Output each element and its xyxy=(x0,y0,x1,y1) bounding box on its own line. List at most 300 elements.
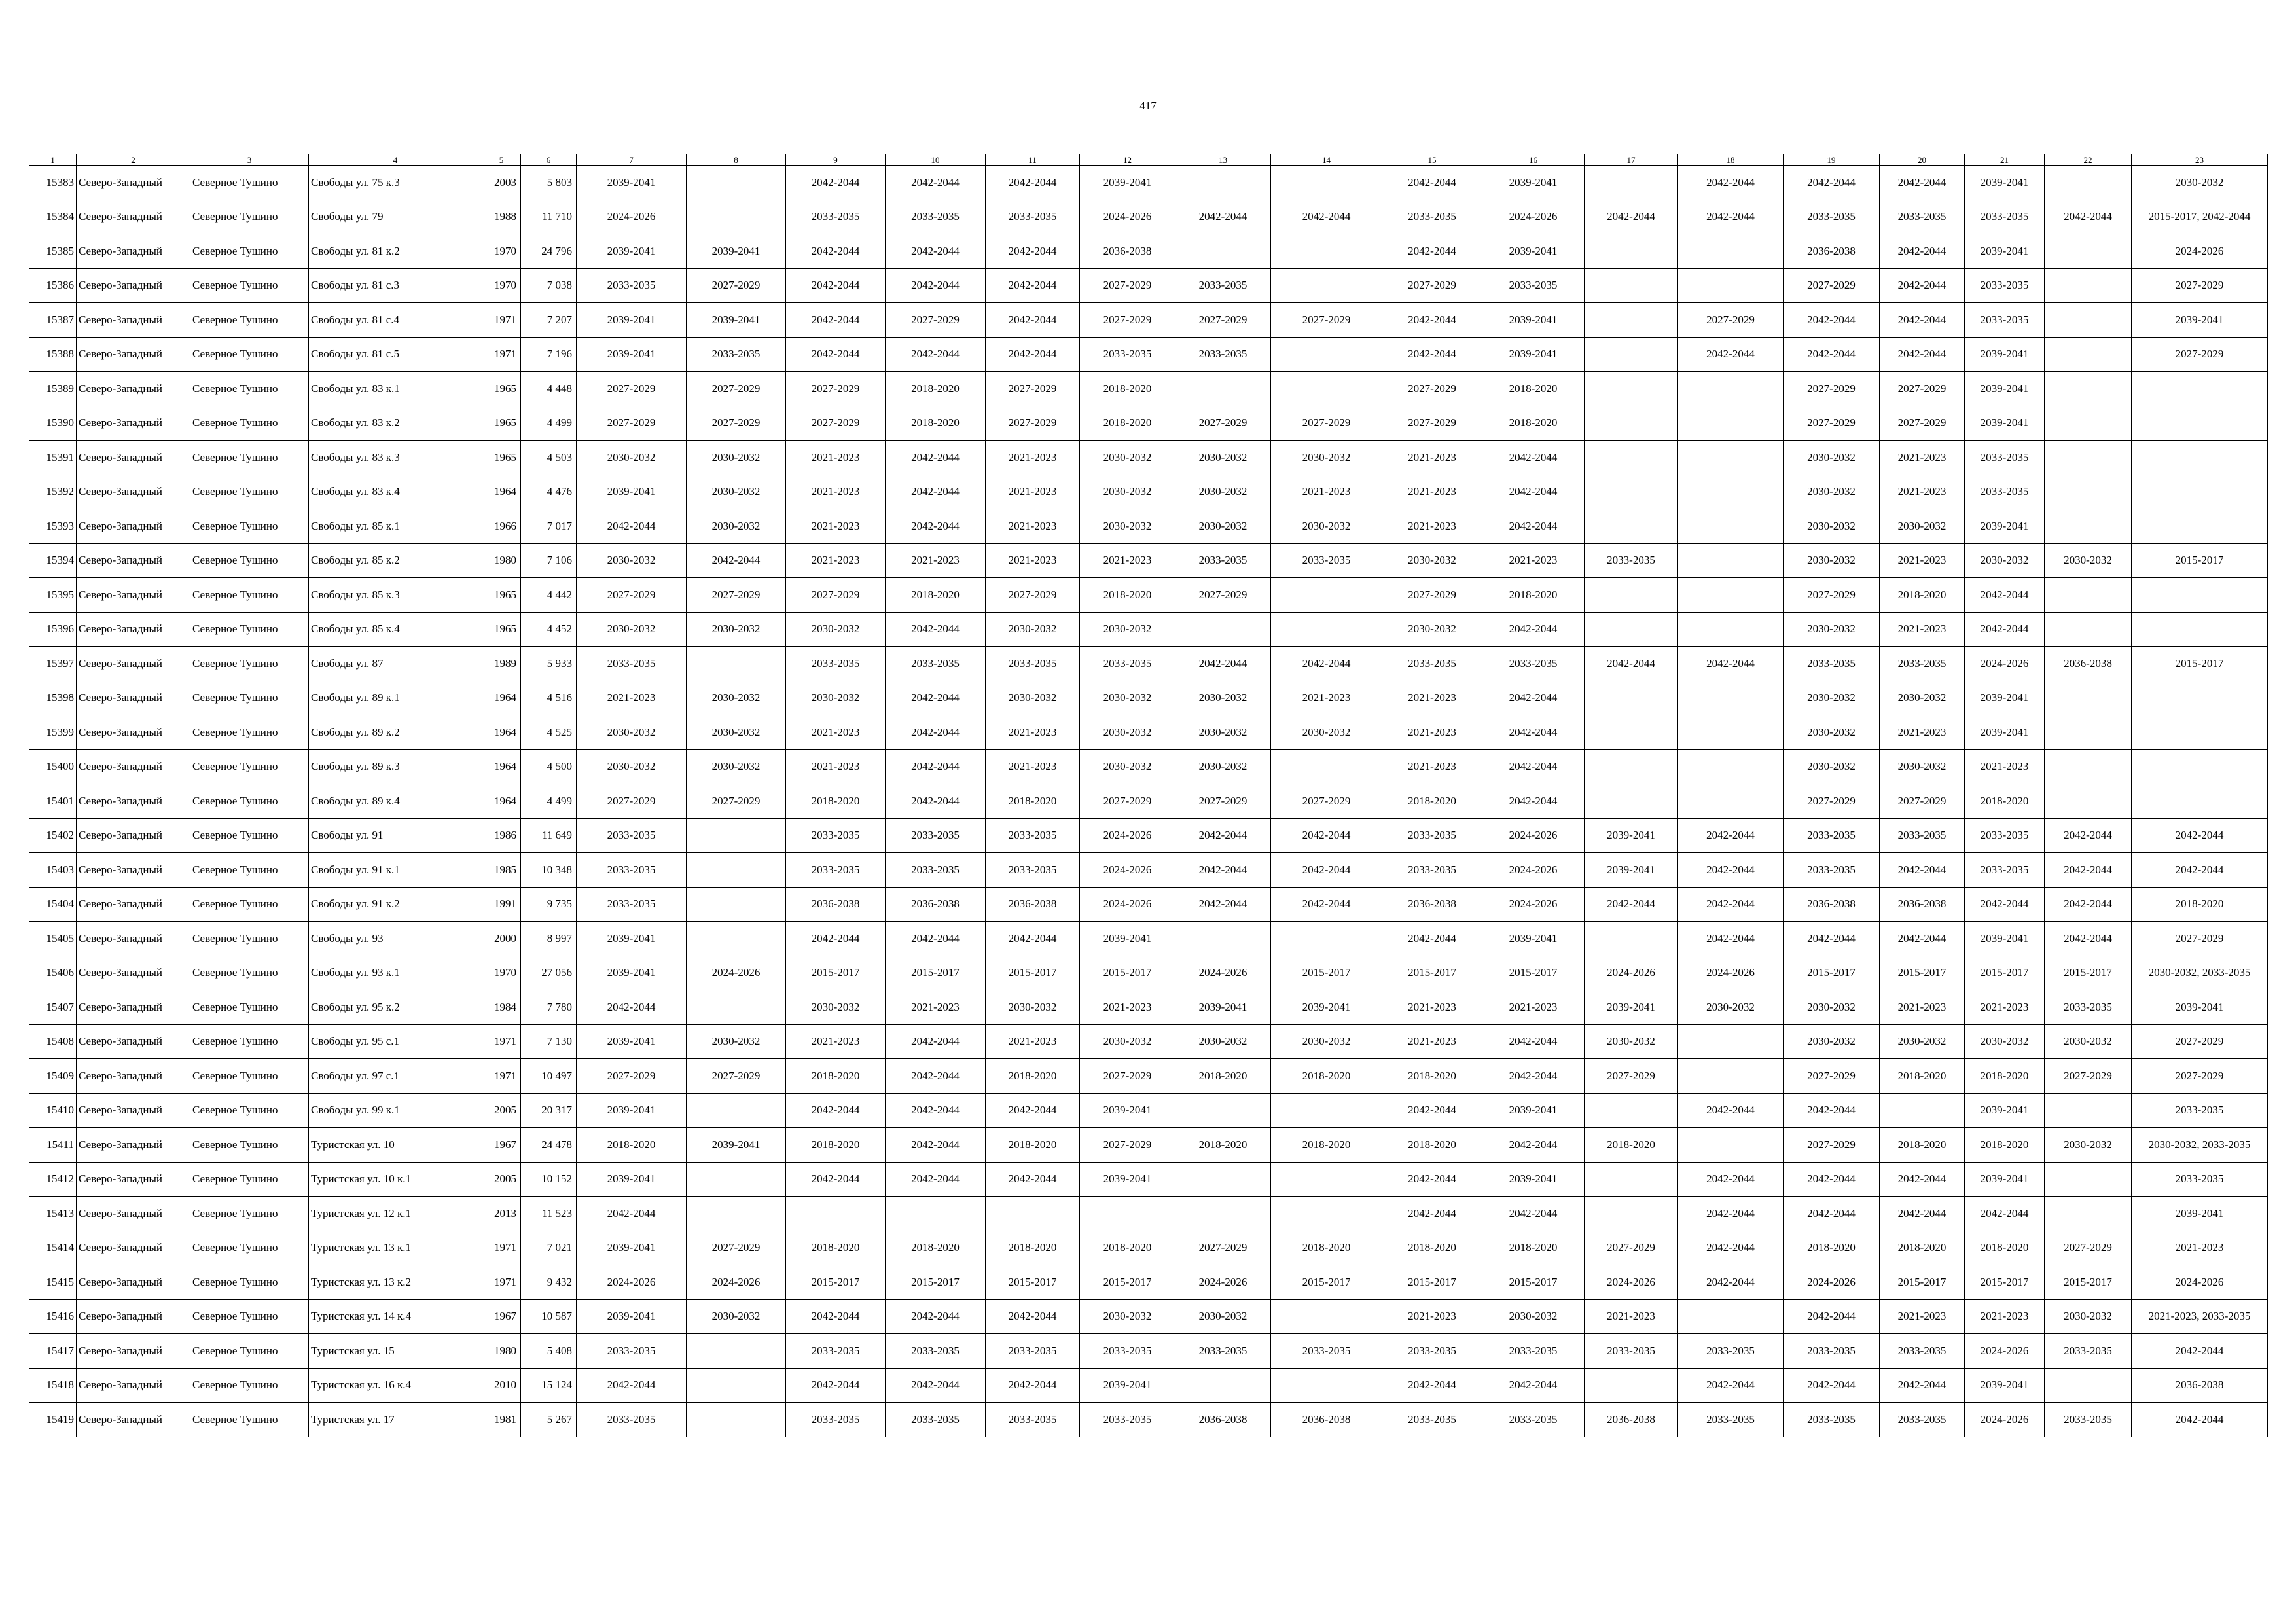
table-cell-col-15: 2015-2017 xyxy=(1382,1265,1482,1300)
table-cell-col-8: 2030-2032 xyxy=(687,475,786,509)
table-row xyxy=(29,1334,2268,1369)
table-cell-col-8: 2039-2041 xyxy=(687,234,786,269)
table-cell-col-4: Свободы ул. 85 к.1 xyxy=(309,509,482,544)
table-row xyxy=(29,1128,2268,1163)
table-cell-col-18: 2042-2044 xyxy=(1678,1093,1784,1128)
table-cell-col-8: 2024-2026 xyxy=(687,956,786,990)
table-cell-col-2: Северо-Западный xyxy=(77,1334,190,1369)
table-cell-col-1: 15392 xyxy=(29,475,77,509)
table-cell-col-23 xyxy=(2132,372,2268,406)
table-cell-col-4: Свободы ул. 83 к.4 xyxy=(309,475,482,509)
table-cell-col-6: 5 267 xyxy=(521,1403,577,1437)
table-cell-col-15: 2042-2044 xyxy=(1382,303,1482,338)
table-cell-col-15: 2036-2038 xyxy=(1382,887,1482,922)
table-cell-col-13 xyxy=(1175,922,1271,956)
table-cell-col-17 xyxy=(1585,784,1678,819)
table-cell-col-8: 2030-2032 xyxy=(687,1024,786,1059)
table-cell-col-12: 2018-2020 xyxy=(1080,406,1175,441)
table-cell-col-18 xyxy=(1678,1128,1784,1163)
table-cell-col-20: 2030-2032 xyxy=(1880,1024,1965,1059)
table-cell-col-21: 2018-2020 xyxy=(1965,784,2045,819)
table-cell-col-7: 2027-2029 xyxy=(577,372,687,406)
table-cell-col-11: 2042-2044 xyxy=(986,1162,1080,1197)
table-cell-col-2: Северо-Западный xyxy=(77,749,190,784)
table-cell-col-22: 2036-2038 xyxy=(2045,647,2132,681)
table-cell-col-9: 2027-2029 xyxy=(786,372,886,406)
table-cell-col-10: 2042-2044 xyxy=(886,1368,986,1403)
table-cell-col-21: 2021-2023 xyxy=(1965,1299,2045,1334)
register-table xyxy=(29,154,2268,1437)
table-row xyxy=(29,1059,2268,1094)
table-cell-col-14 xyxy=(1271,166,1382,200)
table-cell-col-17: 2018-2020 xyxy=(1585,1128,1678,1163)
table-cell-col-17 xyxy=(1585,715,1678,750)
table-cell-col-3: Северное Тушино xyxy=(190,1265,309,1300)
column-number-21: 21 xyxy=(1965,154,2045,166)
table-cell-col-9: 2033-2035 xyxy=(786,1403,886,1437)
table-cell-col-22 xyxy=(2045,509,2132,544)
table-cell-col-22 xyxy=(2045,1162,2132,1197)
table-cell-col-3: Северное Тушино xyxy=(190,956,309,990)
table-cell-col-20: 2027-2029 xyxy=(1880,372,1965,406)
table-cell-col-18 xyxy=(1678,1059,1784,1094)
table-cell-col-13: 2033-2035 xyxy=(1175,1334,1271,1369)
table-cell-col-18 xyxy=(1678,784,1784,819)
table-cell-col-16: 2033-2035 xyxy=(1482,1334,1585,1369)
column-number-15: 15 xyxy=(1382,154,1482,166)
table-cell-col-1: 15384 xyxy=(29,200,77,234)
column-number-10: 10 xyxy=(886,154,986,166)
table-cell-col-17: 2039-2041 xyxy=(1585,990,1678,1025)
table-cell-col-4: Свободы ул. 85 к.2 xyxy=(309,543,482,578)
table-cell-col-9: 2021-2023 xyxy=(786,715,886,750)
table-cell-col-18: 2042-2044 xyxy=(1678,818,1784,853)
table-cell-col-13: 2042-2044 xyxy=(1175,647,1271,681)
table-cell-col-21: 2033-2035 xyxy=(1965,853,2045,888)
table-cell-col-19: 2033-2035 xyxy=(1784,647,1880,681)
table-cell-col-9: 2027-2029 xyxy=(786,406,886,441)
column-number-row xyxy=(29,154,2268,166)
table-cell-col-9: 2036-2038 xyxy=(786,887,886,922)
table-cell-col-17 xyxy=(1585,1197,1678,1231)
table-cell-col-9: 2021-2023 xyxy=(786,1024,886,1059)
table-cell-col-19: 2027-2029 xyxy=(1784,1059,1880,1094)
table-cell-col-2: Северо-Западный xyxy=(77,1403,190,1437)
table-cell-col-22: 2027-2029 xyxy=(2045,1231,2132,1265)
table-cell-col-15: 2042-2044 xyxy=(1382,1197,1482,1231)
table-cell-col-18 xyxy=(1678,406,1784,441)
table-cell-col-19: 2030-2032 xyxy=(1784,681,1880,715)
table-cell-col-5: 2010 xyxy=(482,1368,521,1403)
table-cell-col-15: 2033-2035 xyxy=(1382,647,1482,681)
table-cell-col-21: 2015-2017 xyxy=(1965,1265,2045,1300)
table-row xyxy=(29,509,2268,544)
table-cell-col-15: 2030-2032 xyxy=(1382,612,1482,647)
table-cell-col-3: Северное Тушино xyxy=(190,1231,309,1265)
table-cell-col-15: 2021-2023 xyxy=(1382,990,1482,1025)
table-cell-col-7: 2027-2029 xyxy=(577,578,687,613)
table-cell-col-15: 2027-2029 xyxy=(1382,268,1482,303)
table-cell-col-13: 2039-2041 xyxy=(1175,990,1271,1025)
table-cell-col-10: 2042-2044 xyxy=(886,749,986,784)
table-cell-col-10: 2015-2017 xyxy=(886,956,986,990)
table-cell-col-21: 2033-2035 xyxy=(1965,441,2045,475)
table-row xyxy=(29,1231,2268,1265)
table-cell-col-16: 2039-2041 xyxy=(1482,1162,1585,1197)
table-cell-col-11: 2021-2023 xyxy=(986,715,1080,750)
table-cell-col-14 xyxy=(1271,268,1382,303)
table-cell-col-17: 2042-2044 xyxy=(1585,200,1678,234)
table-cell-col-8: 2030-2032 xyxy=(687,509,786,544)
table-cell-col-10: 2021-2023 xyxy=(886,990,986,1025)
table-cell-col-11: 2042-2044 xyxy=(986,1368,1080,1403)
table-cell-col-17: 2042-2044 xyxy=(1585,887,1678,922)
table-cell-col-17 xyxy=(1585,441,1678,475)
table-cell-col-12: 2018-2020 xyxy=(1080,578,1175,613)
table-cell-col-21: 2030-2032 xyxy=(1965,1024,2045,1059)
table-cell-col-20: 2030-2032 xyxy=(1880,749,1965,784)
table-cell-col-2: Северо-Западный xyxy=(77,612,190,647)
table-cell-col-19: 2042-2044 xyxy=(1784,166,1880,200)
table-cell-col-18 xyxy=(1678,749,1784,784)
table-cell-col-13 xyxy=(1175,612,1271,647)
table-cell-col-5: 1970 xyxy=(482,956,521,990)
table-cell-col-4: Туристская ул. 13 к.2 xyxy=(309,1265,482,1300)
table-cell-col-9: 2042-2044 xyxy=(786,166,886,200)
table-cell-col-16: 2042-2044 xyxy=(1482,612,1585,647)
table-cell-col-11: 2042-2044 xyxy=(986,1299,1080,1334)
table-cell-col-13: 2042-2044 xyxy=(1175,200,1271,234)
table-cell-col-12: 2018-2020 xyxy=(1080,1231,1175,1265)
table-cell-col-5: 1989 xyxy=(482,647,521,681)
table-cell-col-6: 7 038 xyxy=(521,268,577,303)
table-cell-col-6: 7 196 xyxy=(521,337,577,372)
table-cell-col-10: 2042-2044 xyxy=(886,1024,986,1059)
table-cell-col-20: 2030-2032 xyxy=(1880,509,1965,544)
table-cell-col-2: Северо-Западный xyxy=(77,509,190,544)
table-cell-col-15: 2021-2023 xyxy=(1382,1299,1482,1334)
table-cell-col-21: 2039-2041 xyxy=(1965,681,2045,715)
table-cell-col-21: 2039-2041 xyxy=(1965,715,2045,750)
table-cell-col-12: 2030-2032 xyxy=(1080,715,1175,750)
table-cell-col-1: 15399 xyxy=(29,715,77,750)
table-cell-col-13: 2030-2032 xyxy=(1175,715,1271,750)
table-cell-col-22 xyxy=(2045,406,2132,441)
table-cell-col-7: 2030-2032 xyxy=(577,612,687,647)
table-cell-col-13: 2030-2032 xyxy=(1175,681,1271,715)
table-cell-col-9: 2042-2044 xyxy=(786,303,886,338)
column-number-4: 4 xyxy=(309,154,482,166)
table-cell-col-7: 2030-2032 xyxy=(577,715,687,750)
table-cell-col-18: 2030-2032 xyxy=(1678,990,1784,1025)
table-cell-col-16: 2042-2044 xyxy=(1482,681,1585,715)
table-cell-col-22 xyxy=(2045,372,2132,406)
table-cell-col-9: 2015-2017 xyxy=(786,1265,886,1300)
table-cell-col-16: 2039-2041 xyxy=(1482,337,1585,372)
table-cell-col-5: 1964 xyxy=(482,475,521,509)
table-row xyxy=(29,475,2268,509)
table-cell-col-7: 2033-2035 xyxy=(577,818,687,853)
table-cell-col-4: Свободы ул. 93 xyxy=(309,922,482,956)
table-cell-col-2: Северо-Западный xyxy=(77,1368,190,1403)
table-cell-col-2: Северо-Западный xyxy=(77,681,190,715)
table-cell-col-20: 2042-2044 xyxy=(1880,268,1965,303)
table-cell-col-3: Северное Тушино xyxy=(190,543,309,578)
table-cell-col-20: 2021-2023 xyxy=(1880,441,1965,475)
column-number-12: 12 xyxy=(1080,154,1175,166)
table-cell-col-10: 2033-2035 xyxy=(886,647,986,681)
table-row xyxy=(29,715,2268,750)
table-cell-col-11: 2036-2038 xyxy=(986,887,1080,922)
table-cell-col-3: Северное Тушино xyxy=(190,441,309,475)
table-cell-col-18 xyxy=(1678,509,1784,544)
table-row xyxy=(29,1197,2268,1231)
table-cell-col-21: 2039-2041 xyxy=(1965,372,2045,406)
table-cell-col-17: 2033-2035 xyxy=(1585,1334,1678,1369)
table-cell-col-6: 9 432 xyxy=(521,1265,577,1300)
table-cell-col-3: Северное Тушино xyxy=(190,1128,309,1163)
table-cell-col-5: 1971 xyxy=(482,1231,521,1265)
table-row xyxy=(29,372,2268,406)
table-cell-col-15: 2033-2035 xyxy=(1382,1403,1482,1437)
table-cell-col-12: 2015-2017 xyxy=(1080,956,1175,990)
table-cell-col-13: 2042-2044 xyxy=(1175,887,1271,922)
table-cell-col-15: 2027-2029 xyxy=(1382,578,1482,613)
table-cell-col-8: 2030-2032 xyxy=(687,749,786,784)
table-cell-col-23 xyxy=(2132,509,2268,544)
table-cell-col-5: 1980 xyxy=(482,543,521,578)
table-cell-col-3: Северное Тушино xyxy=(190,853,309,888)
table-cell-col-5: 1981 xyxy=(482,1403,521,1437)
table-cell-col-19: 2027-2029 xyxy=(1784,784,1880,819)
table-cell-col-11: 2042-2044 xyxy=(986,166,1080,200)
table-cell-col-2: Северо-Западный xyxy=(77,1265,190,1300)
table-cell-col-8: 2030-2032 xyxy=(687,1299,786,1334)
table-cell-col-8 xyxy=(687,853,786,888)
table-cell-col-22: 2042-2044 xyxy=(2045,818,2132,853)
table-cell-col-10: 2018-2020 xyxy=(886,1231,986,1265)
table-cell-col-21: 2033-2035 xyxy=(1965,303,2045,338)
table-cell-col-7: 2033-2035 xyxy=(577,853,687,888)
table-cell-col-12: 2036-2038 xyxy=(1080,234,1175,269)
table-cell-col-19: 2027-2029 xyxy=(1784,268,1880,303)
table-cell-col-8: 2039-2041 xyxy=(687,303,786,338)
table-cell-col-19: 2030-2032 xyxy=(1784,612,1880,647)
table-cell-col-20: 2042-2044 xyxy=(1880,1197,1965,1231)
table-cell-col-22 xyxy=(2045,234,2132,269)
table-cell-col-12: 2015-2017 xyxy=(1080,1265,1175,1300)
table-cell-col-3: Северное Тушино xyxy=(190,372,309,406)
table-cell-col-9: 2030-2032 xyxy=(786,612,886,647)
table-cell-col-16: 2042-2044 xyxy=(1482,1368,1585,1403)
table-cell-col-16: 2039-2041 xyxy=(1482,922,1585,956)
table-cell-col-15: 2018-2020 xyxy=(1382,1059,1482,1094)
table-cell-col-7: 2024-2026 xyxy=(577,200,687,234)
table-cell-col-15: 2033-2035 xyxy=(1382,818,1482,853)
table-cell-col-21: 2024-2026 xyxy=(1965,1403,2045,1437)
table-cell-col-5: 1964 xyxy=(482,749,521,784)
table-cell-col-19: 2030-2032 xyxy=(1784,990,1880,1025)
table-cell-col-12: 2024-2026 xyxy=(1080,200,1175,234)
table-cell-col-5: 1970 xyxy=(482,268,521,303)
table-cell-col-13: 2033-2035 xyxy=(1175,337,1271,372)
table-cell-col-4: Свободы ул. 75 к.3 xyxy=(309,166,482,200)
table-cell-col-13: 2027-2029 xyxy=(1175,784,1271,819)
table-cell-col-8: 2033-2035 xyxy=(687,337,786,372)
table-cell-col-9: 2021-2023 xyxy=(786,441,886,475)
table-cell-col-7: 2039-2041 xyxy=(577,1231,687,1265)
table-cell-col-23 xyxy=(2132,715,2268,750)
table-cell-col-3: Северное Тушино xyxy=(190,509,309,544)
table-cell-col-11: 2018-2020 xyxy=(986,784,1080,819)
column-number-5: 5 xyxy=(482,154,521,166)
table-row xyxy=(29,234,2268,269)
table-cell-col-6: 4 503 xyxy=(521,441,577,475)
table-cell-col-22: 2030-2032 xyxy=(2045,543,2132,578)
table-cell-col-12: 2033-2035 xyxy=(1080,337,1175,372)
table-cell-col-14: 2036-2038 xyxy=(1271,1403,1382,1437)
table-cell-col-8: 2027-2029 xyxy=(687,1231,786,1265)
table-cell-col-23: 2030-2032 xyxy=(2132,166,2268,200)
table-cell-col-16: 2018-2020 xyxy=(1482,1231,1585,1265)
table-cell-col-11: 2021-2023 xyxy=(986,441,1080,475)
table-cell-col-15: 2042-2044 xyxy=(1382,1162,1482,1197)
table-cell-col-18: 2042-2044 xyxy=(1678,200,1784,234)
table-cell-col-7: 2027-2029 xyxy=(577,1059,687,1094)
table-cell-col-18 xyxy=(1678,612,1784,647)
table-cell-col-21: 2039-2041 xyxy=(1965,922,2045,956)
table-cell-col-19: 2027-2029 xyxy=(1784,1128,1880,1163)
table-cell-col-10: 2033-2035 xyxy=(886,1403,986,1437)
table-cell-col-17: 2021-2023 xyxy=(1585,1299,1678,1334)
table-cell-col-23 xyxy=(2132,406,2268,441)
table-cell-col-20: 2033-2035 xyxy=(1880,647,1965,681)
table-cell-col-18: 2042-2044 xyxy=(1678,1368,1784,1403)
table-cell-col-17: 2033-2035 xyxy=(1585,543,1678,578)
table-cell-col-18 xyxy=(1678,1024,1784,1059)
table-cell-col-16: 2042-2044 xyxy=(1482,1059,1585,1094)
table-cell-col-21: 2039-2041 xyxy=(1965,337,2045,372)
table-cell-col-10: 2042-2044 xyxy=(886,166,986,200)
table-cell-col-14: 2030-2032 xyxy=(1271,509,1382,544)
table-cell-col-2: Северо-Западный xyxy=(77,303,190,338)
table-cell-col-12: 2027-2029 xyxy=(1080,268,1175,303)
table-cell-col-4: Свободы ул. 95 с.1 xyxy=(309,1024,482,1059)
table-cell-col-15: 2018-2020 xyxy=(1382,1231,1482,1265)
table-cell-col-16: 2042-2044 xyxy=(1482,1128,1585,1163)
table-cell-col-20 xyxy=(1880,1093,1965,1128)
table-cell-col-2: Северо-Западный xyxy=(77,337,190,372)
table-cell-col-14: 2030-2032 xyxy=(1271,1024,1382,1059)
table-cell-col-5: 2013 xyxy=(482,1197,521,1231)
table-cell-col-7: 2033-2035 xyxy=(577,1403,687,1437)
table-cell-col-2: Северо-Западный xyxy=(77,1197,190,1231)
table-cell-col-14 xyxy=(1271,337,1382,372)
table-cell-col-5: 1966 xyxy=(482,509,521,544)
table-row xyxy=(29,1299,2268,1334)
table-cell-col-22 xyxy=(2045,715,2132,750)
table-cell-col-1: 15387 xyxy=(29,303,77,338)
table-cell-col-22 xyxy=(2045,166,2132,200)
table-cell-col-20: 2015-2017 xyxy=(1880,956,1965,990)
table-cell-col-16: 2018-2020 xyxy=(1482,406,1585,441)
table-cell-col-20: 2018-2020 xyxy=(1880,578,1965,613)
table-cell-col-15: 2021-2023 xyxy=(1382,681,1482,715)
table-cell-col-14: 2039-2041 xyxy=(1271,990,1382,1025)
table-cell-col-22 xyxy=(2045,1093,2132,1128)
table-cell-col-5: 2000 xyxy=(482,922,521,956)
table-cell-col-7: 2039-2041 xyxy=(577,956,687,990)
table-cell-col-1: 15403 xyxy=(29,853,77,888)
table-cell-col-4: Свободы ул. 91 к.2 xyxy=(309,887,482,922)
table-cell-col-9: 2042-2044 xyxy=(786,234,886,269)
table-cell-col-15: 2042-2044 xyxy=(1382,337,1482,372)
table-cell-col-6: 4 476 xyxy=(521,475,577,509)
table-cell-col-20: 2042-2044 xyxy=(1880,1162,1965,1197)
table-row xyxy=(29,681,2268,715)
table-cell-col-5: 1970 xyxy=(482,234,521,269)
table-cell-col-12: 2027-2029 xyxy=(1080,1059,1175,1094)
table-cell-col-9: 2042-2044 xyxy=(786,268,886,303)
table-cell-col-9: 2042-2044 xyxy=(786,1162,886,1197)
table-cell-col-13: 2042-2044 xyxy=(1175,818,1271,853)
table-cell-col-23 xyxy=(2132,784,2268,819)
table-cell-col-7: 2039-2041 xyxy=(577,1162,687,1197)
table-cell-col-13: 2030-2032 xyxy=(1175,441,1271,475)
table-cell-col-21: 2015-2017 xyxy=(1965,956,2045,990)
table-cell-col-6: 10 587 xyxy=(521,1299,577,1334)
table-row xyxy=(29,337,2268,372)
table-cell-col-19: 2030-2032 xyxy=(1784,749,1880,784)
table-cell-col-15: 2027-2029 xyxy=(1382,372,1482,406)
table-cell-col-6: 5 803 xyxy=(521,166,577,200)
table-cell-col-6: 4 452 xyxy=(521,612,577,647)
table-cell-col-10: 2015-2017 xyxy=(886,1265,986,1300)
table-cell-col-20: 2015-2017 xyxy=(1880,1265,1965,1300)
table-cell-col-6: 24 478 xyxy=(521,1128,577,1163)
table-cell-col-3: Северное Тушино xyxy=(190,1368,309,1403)
table-cell-col-7: 2042-2044 xyxy=(577,1368,687,1403)
table-cell-col-13: 2027-2029 xyxy=(1175,406,1271,441)
table-cell-col-11: 2033-2035 xyxy=(986,853,1080,888)
table-cell-col-12: 2030-2032 xyxy=(1080,612,1175,647)
table-cell-col-21: 2021-2023 xyxy=(1965,749,2045,784)
table-row xyxy=(29,853,2268,888)
table-cell-col-4: Свободы ул. 81 с.3 xyxy=(309,268,482,303)
table-cell-col-13: 2030-2032 xyxy=(1175,509,1271,544)
table-row xyxy=(29,887,2268,922)
table-cell-col-23: 2015-2017, 2042-2044 xyxy=(2132,200,2268,234)
column-number-18: 18 xyxy=(1678,154,1784,166)
table-row xyxy=(29,612,2268,647)
table-cell-col-1: 15406 xyxy=(29,956,77,990)
table-cell-col-18 xyxy=(1678,578,1784,613)
table-cell-col-23: 2039-2041 xyxy=(2132,1197,2268,1231)
table-cell-col-17: 2027-2029 xyxy=(1585,1231,1678,1265)
table-cell-col-11: 2030-2032 xyxy=(986,990,1080,1025)
table-cell-col-15: 2033-2035 xyxy=(1382,853,1482,888)
table-cell-col-21: 2030-2032 xyxy=(1965,543,2045,578)
table-cell-col-5: 1971 xyxy=(482,303,521,338)
table-cell-col-14 xyxy=(1271,1368,1382,1403)
table-cell-col-12: 2039-2041 xyxy=(1080,1162,1175,1197)
table-cell-col-23 xyxy=(2132,749,2268,784)
table-cell-col-3: Северное Тушино xyxy=(190,715,309,750)
table-cell-col-10: 2042-2044 xyxy=(886,1299,986,1334)
page-number: 417 xyxy=(1139,99,1157,112)
table-cell-col-3: Северное Тушино xyxy=(190,1024,309,1059)
table-cell-col-9: 2027-2029 xyxy=(786,578,886,613)
